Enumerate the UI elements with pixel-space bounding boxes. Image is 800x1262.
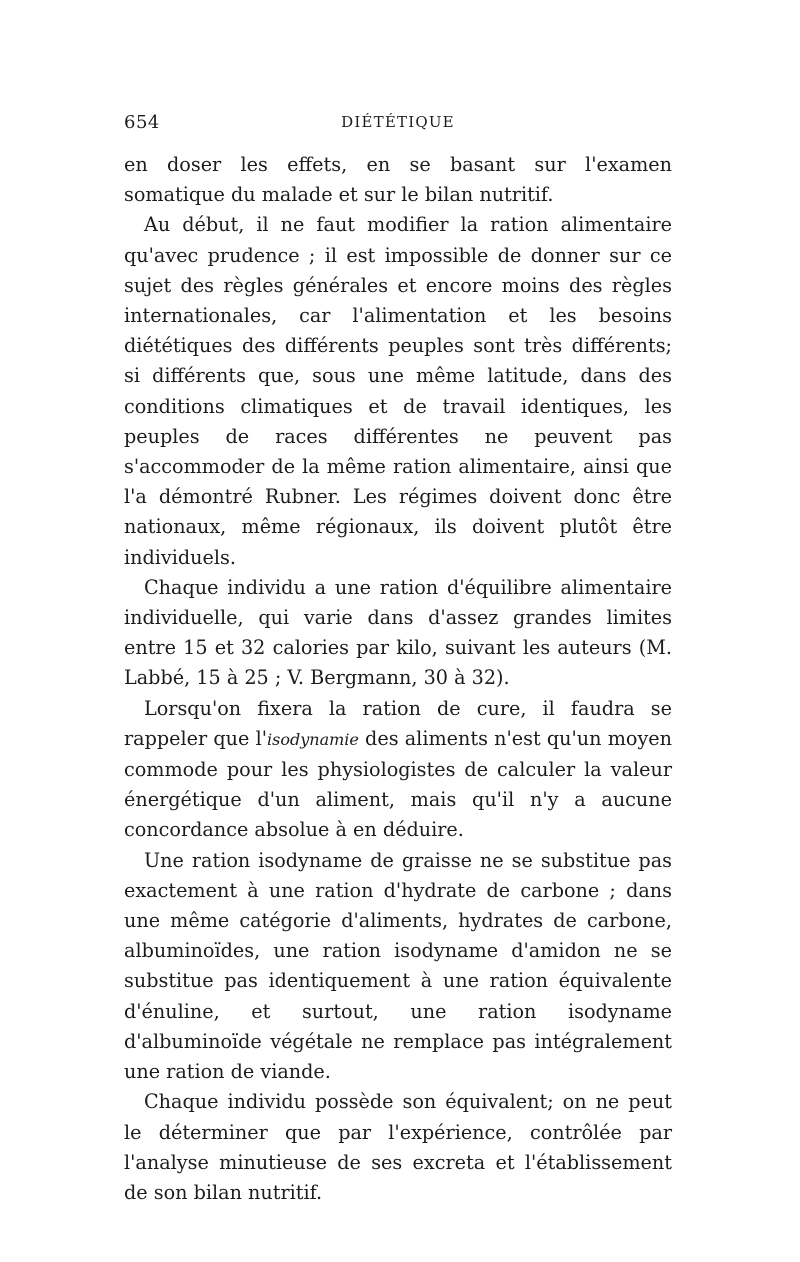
paragraph-text: Lorsqu'on fixera la ration de cure, il faudra se rappeler que l' bbox=[124, 696, 672, 750]
paragraph: Chaque individu possède son équivalent; on ne peut le déterminer que par l'expérience, contrôlée par l'analyse minutieuse de ses excreta et l'établissement de son bilan nutritif. bbox=[124, 1090, 672, 1204]
paragraph-text: des aliments n'est qu'un moyen commode pour les physiologistes de calculer la valeur énergétique d'un aliment, mais qu'il n'y a aucune concordance absolue à en déduire. bbox=[124, 726, 672, 842]
italic-term: isodynamie bbox=[267, 729, 359, 749]
body-text bbox=[124, 150, 672, 1208]
paragraph-continuation: en doser les effets, en se basant sur l'examen somatique du malade et sur le bilan nutritif. bbox=[124, 153, 672, 207]
running-title: DIÉTÉTIQUE bbox=[341, 113, 455, 131]
page-number: 654 bbox=[124, 112, 160, 133]
paragraph: Chaque individu a une ration d'équilibre alimentaire individuelle, qui varie dans d'assez grandes limites entre 15 et 32 calories par kilo, suivant les auteurs (M. Labbé, 15 à 25 ; V. Bergmann, 30 à 32). bbox=[124, 575, 672, 690]
page-header bbox=[124, 112, 672, 142]
paragraph bbox=[124, 694, 672, 846]
paragraph: Au début, il ne faut modifier la ration alimentaire qu'avec prudence ; il est impossible de donner sur ce sujet des règles générales et encore moins des règles internationales, car l'alimentation et les besoins diététiques des différents peuples sont très différents; si différents que, sous une même latitude, dans des conditions climatiques et de travail identiques, les peuples de races différentes ne peuvent pas s'accommoder de la même ration alimentaire, ainsi que l'a démontré Rubner. Les régimes doivent donc être nationaux, même régionaux, ils doivent plutôt être individuels. bbox=[124, 213, 672, 569]
paragraph: Une ration isodyname de graisse ne se substitue pas exactement à une ration d'hydrate de carbone ; dans une même catégorie d'aliments, hydrates de carbone, albuminoïdes, une ration isodyname d'amidon ne se substitue pas identiquement à une ration équivalente d'énuline, et surtout, une ration isodyname d'albuminoïde végétale ne remplace pas intégralement une ration de viande. bbox=[124, 848, 672, 1084]
